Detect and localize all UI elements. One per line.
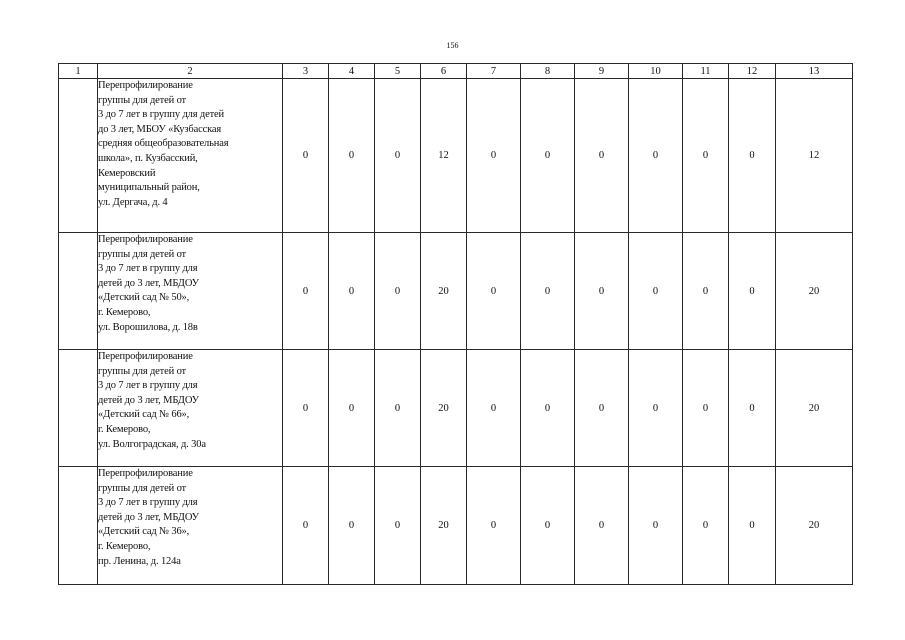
column-header: 8 xyxy=(521,64,575,79)
column-header: 3 xyxy=(283,64,329,79)
value-cell: 0 xyxy=(575,467,629,585)
value-cell: 0 xyxy=(375,79,421,233)
value-cell: 0 xyxy=(683,350,729,467)
value-cell: 0 xyxy=(521,233,575,350)
value-cell: 12 xyxy=(421,79,467,233)
value-cell: 0 xyxy=(375,467,421,585)
value-cell: 0 xyxy=(467,350,521,467)
total-cell: 20 xyxy=(776,467,853,585)
column-header: 11 xyxy=(683,64,729,79)
column-header: 2 xyxy=(98,64,283,79)
header-row xyxy=(59,64,853,79)
value-cell: 20 xyxy=(421,233,467,350)
table-row xyxy=(59,233,853,350)
value-cell: 0 xyxy=(575,350,629,467)
column-header: 5 xyxy=(375,64,421,79)
value-cell: 0 xyxy=(729,350,776,467)
table-row xyxy=(59,467,853,585)
description-cell: Перепрофилирование группы для детей от 3 до 7 лет в группу для детей до 3 лет, МБДОУ «Детский сад № 66», г. Кемерово, ул. Волгоградская, д. 30а xyxy=(98,350,283,467)
column-header: 9 xyxy=(575,64,629,79)
data-table xyxy=(58,63,853,585)
value-cell: 0 xyxy=(729,233,776,350)
value-cell: 20 xyxy=(421,467,467,585)
description-cell: Перепрофилирование группы для детей от 3 до 7 лет в группу для детей до 3 лет, МБДОУ «Детский сад № 50», г. Кемерово, ул. Ворошилова, д. 18в xyxy=(98,233,283,350)
value-cell: 0 xyxy=(329,467,375,585)
row-index-cell xyxy=(59,233,98,350)
column-header: 7 xyxy=(467,64,521,79)
value-cell: 0 xyxy=(629,467,683,585)
total-cell: 20 xyxy=(776,350,853,467)
value-cell: 0 xyxy=(629,350,683,467)
value-cell: 0 xyxy=(729,79,776,233)
value-cell: 20 xyxy=(421,350,467,467)
value-cell: 0 xyxy=(375,233,421,350)
value-cell: 0 xyxy=(283,350,329,467)
value-cell: 0 xyxy=(729,467,776,585)
value-cell: 0 xyxy=(521,467,575,585)
value-cell: 0 xyxy=(683,467,729,585)
value-cell: 0 xyxy=(283,79,329,233)
value-cell: 0 xyxy=(467,467,521,585)
column-header: 10 xyxy=(629,64,683,79)
value-cell: 0 xyxy=(575,233,629,350)
value-cell: 0 xyxy=(329,233,375,350)
row-index-cell xyxy=(59,350,98,467)
value-cell: 0 xyxy=(283,467,329,585)
total-cell: 20 xyxy=(776,233,853,350)
column-header: 12 xyxy=(729,64,776,79)
value-cell: 0 xyxy=(683,79,729,233)
column-header: 4 xyxy=(329,64,375,79)
page-number: 156 xyxy=(446,41,459,50)
description-cell: Перепрофилирование группы для детей от 3 до 7 лет в группу для детей до 3 лет, МБОУ «Кузбасская средняя общеобразовательная школа», п. Кузбасский, Кемеровский муниципальный район, ул. Дергача, д. 4 xyxy=(98,79,283,233)
table-row xyxy=(59,79,853,233)
value-cell: 0 xyxy=(283,233,329,350)
column-header: 1 xyxy=(59,64,98,79)
table-row xyxy=(59,350,853,467)
value-cell: 0 xyxy=(521,350,575,467)
description-cell: Перепрофилирование группы для детей от 3 до 7 лет в группу для детей до 3 лет, МБДОУ «Детский сад № 36», г. Кемерово, пр. Ленина, д. 124а xyxy=(98,467,283,585)
column-header: 13 xyxy=(776,64,853,79)
value-cell: 0 xyxy=(629,79,683,233)
value-cell: 0 xyxy=(329,79,375,233)
value-cell: 0 xyxy=(521,79,575,233)
value-cell: 0 xyxy=(629,233,683,350)
value-cell: 0 xyxy=(683,233,729,350)
value-cell: 0 xyxy=(467,233,521,350)
total-cell: 12 xyxy=(776,79,853,233)
value-cell: 0 xyxy=(329,350,375,467)
value-cell: 0 xyxy=(467,79,521,233)
row-index-cell xyxy=(59,467,98,585)
value-cell: 0 xyxy=(575,79,629,233)
value-cell: 0 xyxy=(375,350,421,467)
row-index-cell xyxy=(59,79,98,233)
column-header: 6 xyxy=(421,64,467,79)
